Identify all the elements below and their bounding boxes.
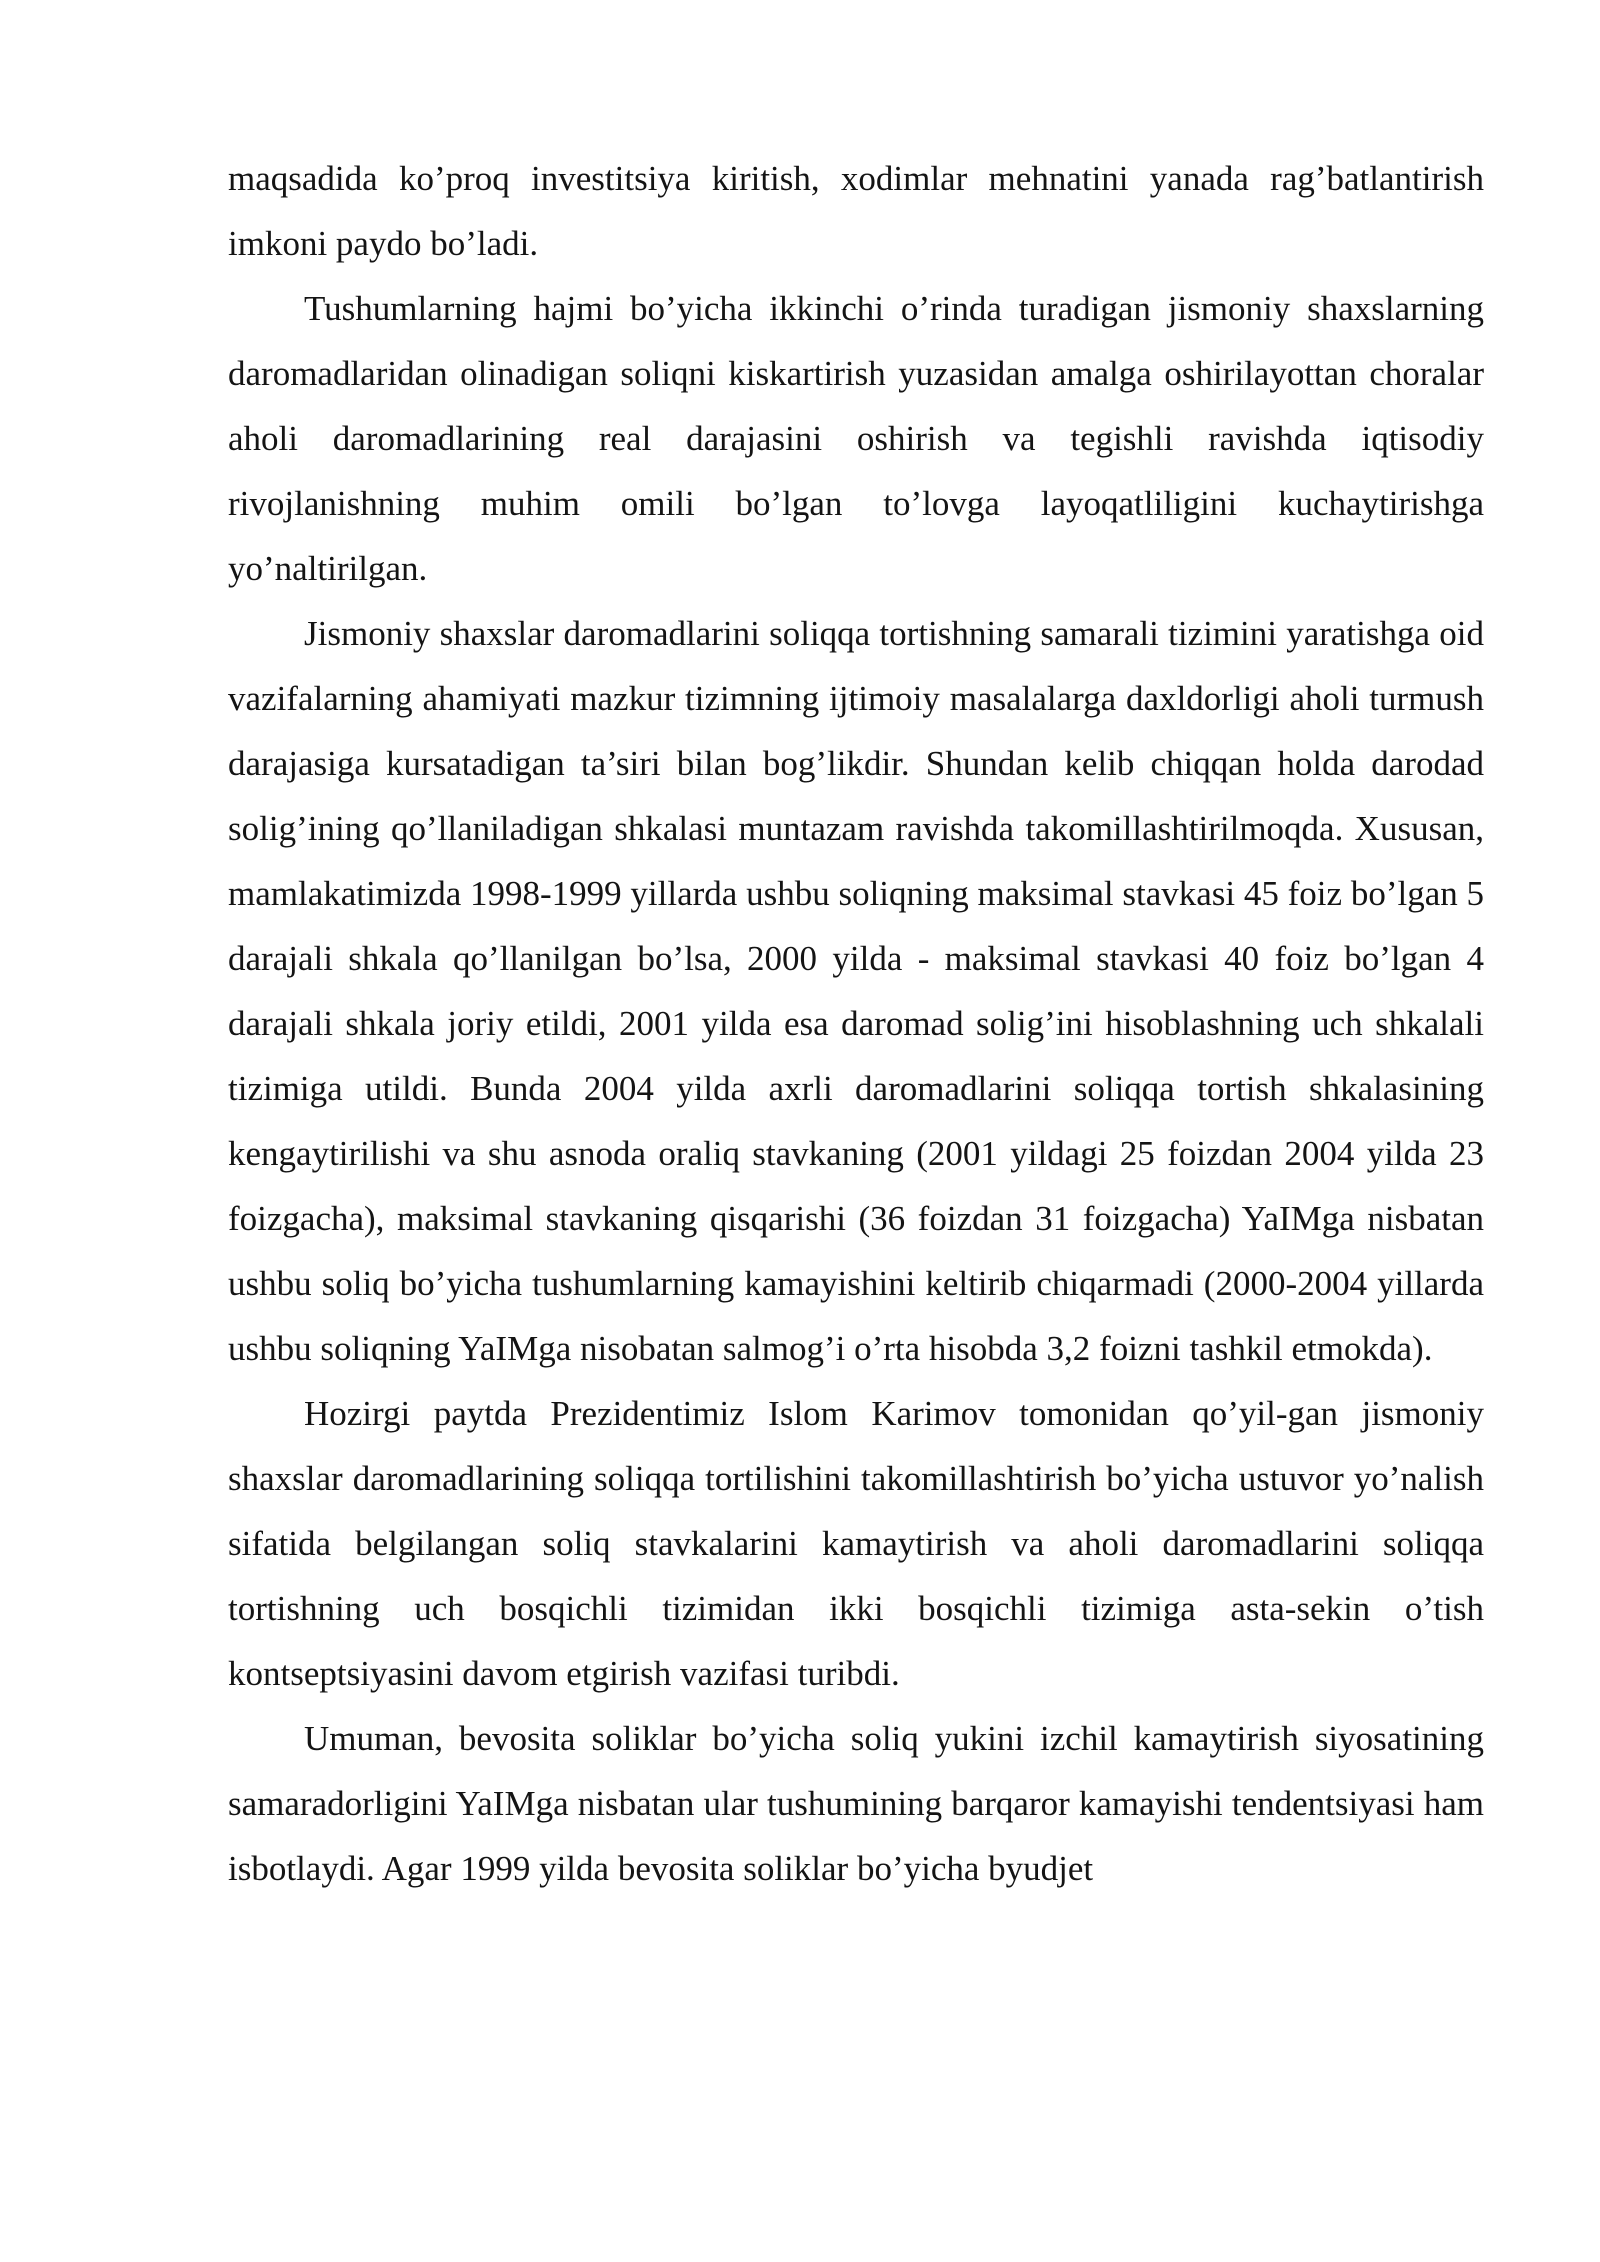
paragraph-continuation: maqsadida ko’proq investitsiya kiritish, xodimlar mehnatini yanada rag’batlantirish imkoni paydo bo’ladi. bbox=[228, 159, 1484, 263]
paragraph-taxation-system: Jismoniy shaxslar daromadlarini soliqqa tortishning samarali tizimini yaratishga oid vazifalarning ahamiyati mazkur tizimning ijtimoiy masalalarga daxldorligi aholi turmush darajasiga kursatadigan ta’siri bilan bog’likdir. Shundan kelib chiqqan holda darodad solig’ining qo’llaniladigan shkalasi muntazam ravishda takomillashtirilmoqda. Xususan, mamlakatimizda 1998-1999 yillarda ushbu soliqning maksimal stavkasi 45 foiz bo’lgan 5 darajali shkala qo’llanilgan bo’lsa, 2000 yilda - maksimal stavkasi 40 foiz bo’lgan 4 darajali shkala joriy etildi, 2001 yilda esa daromad solig’ini hisoblashning uch shkalali tizimiga utildi. Bunda 2004 yilda axrli daromadlarini soliqqa tortish shkalasining kengaytirilishi va shu asnoda oraliq stavkaning (2001 yildagi 25 foizdan 2004 yilda 23 foizgacha), maksimal stavkaning qisqarishi (36 foizdan 31 foizgacha) YaIMga nisbatan ushbu soliq bo’yicha tushumlarning kamayishini keltirib chiqarmadi (2000-2004 yillarda ushbu soliqning YaIMga nisobatan salmog’i o’rta hisobda 3,2 foizni tashkil etmokda). bbox=[228, 614, 1484, 1368]
paragraph-direct-taxes: Umuman, bevosita soliklar bo’yicha soliq yukini izchil kamaytirish siyosatining samaradorligini YaIMga nisbatan ular tushumining barqaror kamayishi tendentsiyasi ham isbotlaydi. Agar 1999 yilda bevosita soliklar bo’yicha byudjet bbox=[228, 1719, 1484, 1888]
document-body bbox=[228, 146, 1484, 1901]
paragraph-current-tasks: Hozirgi paytda Prezidentimiz Islom Karimov tomonidan qo’yil-gan jismoniy shaxslar daromadlarining soliqqa tortilishini takomillashtirish bo’yicha ustuvor yo’nalish sifatida belgilangan soliq stavkalarini kamaytirish va aholi daromadlarini soliqqa tortishning uch bosqichli tizimidan ikki bosqichli tizimiga asta-sekin o’tish kontseptsiyasini davom etgirish vazifasi turibdi. bbox=[228, 1394, 1484, 1693]
paragraph-income-tax-reduction: Tushumlarning hajmi bo’yicha ikkinchi o’rinda turadigan jismoniy shaxslarning daromadlaridan olinadigan soliqni kiskartirish yuzasidan amalga oshirilayottan choralar aholi daromadlarining real darajasini oshirish va tegishli ravishda iqtisodiy rivojlanishning muhim omili bo’lgan to’lovga layoqatliligini kuchaytirishga yo’naltirilgan. bbox=[228, 289, 1484, 588]
